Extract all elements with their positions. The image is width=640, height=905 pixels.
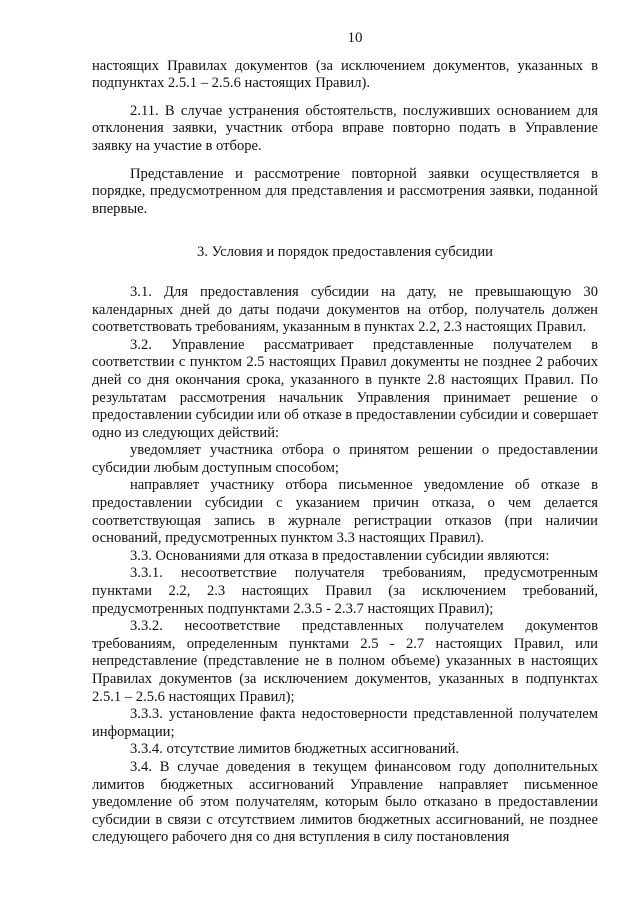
- paragraph-continuation: настоящих Правилах документов (за исключением документов, указанных в подпунктах 2.5.1 – 2.5.6 настоящих Правил).: [92, 57, 598, 92]
- paragraph-3-3-2: 3.3.2. несоответствие представленных получателем документов требованиям, определенным пунктами 2.5 - 2.7 настоящих Правил, или непредставление (представление не в полном объеме) указанных в настоящих Правилах документов (за исключением документов, указанных в подпунктах 2.5.1 – 2.5.6 настоящих Правил);: [92, 618, 598, 705]
- paragraph-3-3: 3.3. Основаниями для отказа в предоставлении субсидии являются:: [130, 547, 550, 564]
- paragraph-3-2: 3.2. Управление рассматривает представленные получателем в соответствии с пунктом 2.5 настоящих Правил документы не позднее 2 рабочих дней со дня окончания срока, указанного в пункте 2.8 настоящих Правил. По результатам рассмотрения начальник Управления принимает решение о предоставлении субсидии или об отказе в предоставлении субсидии и совершает одно из следующих действий:: [92, 336, 598, 441]
- paragraph-3-3-4: 3.3.4. отсутствие лимитов бюджетных ассигнований.: [130, 741, 460, 758]
- paragraph-3-1: 3.1. Для предоставления субсидии на дату, не превышающую 30 календарных дней до даты подачи документов на отбор, получатель должен соответствовать требованиям, указанным в пунктах 2.2, 2.3 настоящих Правил.: [92, 283, 598, 336]
- paragraph-3-3-3: 3.3.3. установление факта недостоверности представленной получателем информации;: [92, 706, 598, 740]
- section-title: 3. Условия и порядок предоставления субсидии: [197, 244, 493, 261]
- paragraph-notify-approval: уведомляет участника отбора о принятом решении о предоставлении субсидии любым доступным способом;: [92, 442, 598, 476]
- paragraph-3-4: 3.4. В случае доведения в текущем финансовом году дополнительных лимитов бюджетных ассигнований Управление направляет письменное уведомление об этом получателям, которым было отказано в предоставлении субсидии в связи с отсутствием лимитов бюджетных ассигнований, не позднее следующего рабочего дня со дня вступления в силу постановления: [92, 758, 598, 846]
- paragraph-notify-refusal: направляет участнику отбора письменное уведомление об отказе в предоставлении субсидии с указанием причин отказа, о чем делается соответствующая запись в журнале регистрации отказов (при наличии оснований, предусмотренных пунктом 3.3 настоящих Правил).: [92, 477, 598, 547]
- paragraph-2-11: 2.11. В случае устранения обстоятельств, послуживших основанием для отклонения заявки, участник отбора вправе повторно подать в Управление заявку на участие в отборе.: [92, 102, 598, 154]
- paragraph-3-3-1: 3.3.1. несоответствие получателя требованиям, предусмотренным пунктами 2.2, 2.3 настоящих Правил (за исключением требований, предусмотренных подпунктами 2.3.5 - 2.3.7 настоящих Правил);: [92, 565, 598, 617]
- page-number: 10: [347, 30, 363, 46]
- paragraph-repeat-application: Представление и рассмотрение повторной заявки осуществляется в порядке, предусмотренном для представления и рассмотрения заявки, поданной впервые.: [92, 165, 598, 217]
